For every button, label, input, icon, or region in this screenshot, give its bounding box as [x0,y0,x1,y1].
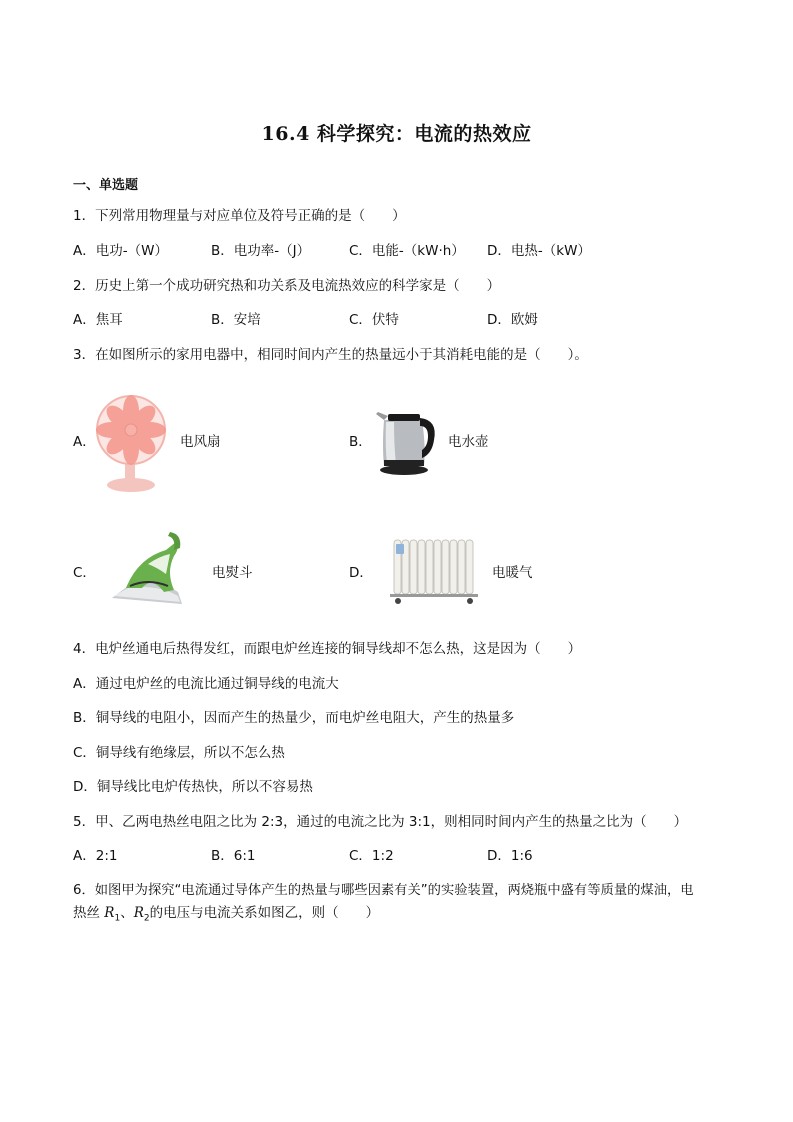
question-3-option-b-letter: B． [349,434,372,450]
question-6-separator: 、 [120,905,134,921]
electric-iron-image [108,528,186,608]
resistor-r2-subscript: 2 [143,913,150,924]
question-6-text-pre: 热丝 [73,905,105,921]
question-3-option-c-letter: C． [73,565,96,581]
question-1-option-c: C．电能-（kW·h） [349,243,465,259]
question-3-option-b-label: 电水壶 [448,434,489,450]
question-6-text-post: 的电压与电流关系如图乙，则（ ） [149,905,380,921]
electric-fan-image [95,393,173,495]
electric-kettle-image [376,406,438,476]
question-6-stem-line-2 [73,903,379,929]
question-5-option-b: B．6:1 [211,848,256,864]
question-3-option-c-label: 电熨斗 [212,565,253,581]
question-2-option-a: A．焦耳 [73,312,123,328]
question-6-stem-line-1: 6．如图甲为探究“电流通过导体产生的热量与哪些因素有关”的实验装置，两烧瓶中盛有等质量的煤油，电 [73,883,694,898]
question-1-option-a: A．电功-（W） [73,243,168,259]
question-1-option-b: B．电功率-（J） [211,243,311,259]
section-heading: 一、单选题 [73,178,139,193]
question-2-option-b: B．安培 [211,312,261,328]
resistor-r2-symbol: R [133,905,144,921]
question-2-option-c: C．伏特 [349,312,399,328]
question-5-option-d: D．1:6 [487,848,533,864]
question-1-stem: 1．下列常用物理量与对应单位及符号正确的是（ ） [73,208,406,224]
question-3-option-a-letter: A． [73,434,96,450]
question-4-option-d: D．铜导线比电炉传热快，所以不容易热 [73,779,313,795]
electric-heater-image [386,536,482,606]
question-5-option-c: C．1:2 [349,848,394,864]
question-1-option-d: D．电热-（kW） [487,243,591,259]
question-5-option-a: A．2:1 [73,848,118,864]
question-3-stem: 3．在如图所示的家用电器中，相同时间内产生的热量远小于其消耗电能的是（ ）。 [73,347,588,363]
resistor-r1-symbol: R [104,905,115,921]
question-4-option-b: B．铜导线的电阻小，因而产生的热量少，而电炉丝电阻大，产生的热量多 [73,710,515,726]
question-3-option-d-letter: D． [349,565,373,581]
question-5-stem: 5．甲、乙两电热丝电阻之比为 2:3，通过的电流之比为 3:1，则相同时间内产生的热量之比为（ ） [73,814,688,830]
question-4-option-a: A．通过电炉丝的电流比通过铜导线的电流大 [73,676,339,692]
question-3-option-d-label: 电暖气 [492,565,533,581]
question-3-option-a-label: 电风扇 [180,434,221,450]
question-4-option-c: C．铜导线有绝缘层，所以不怎么热 [73,745,285,761]
question-2-stem: 2．历史上第一个成功研究热和功关系及电流热效应的科学家是（ ） [73,278,501,294]
resistor-r1-subscript: 1 [114,913,121,924]
page-title: 16.4 科学探究：电流的热效应 [261,123,532,145]
question-4-stem: 4．电炉丝通电后热得发红，而跟电炉丝连接的铜导线却不怎么热，这是因为（ ） [73,641,582,657]
question-2-option-d: D．欧姆 [487,312,538,328]
